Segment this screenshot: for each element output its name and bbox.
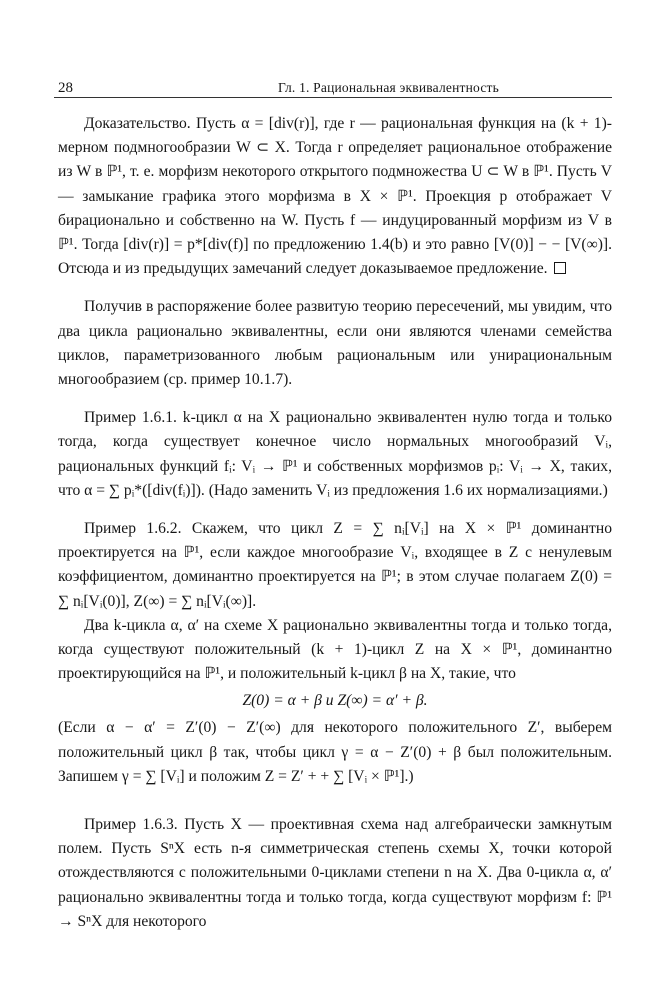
proof-paragraph: Доказательство. Пусть α = [div(r)], где r — рациональная функция на (k + 1)-мерном подмногообразии W ⊂ X. Тогда r определяет рациональное отображение из W в ℙ¹, т. е. морфизм некоторого открытого подмножества U ⊂ W в ℙ¹. Пусть V — замыкание графика этого морфизма в X × ℙ¹. Проекция p отображает V бирационально и собственно на W. Пусть f — индуцированный морфизм из V в ℙ¹. Тогда [div(r)] = p*[div(f)] по предложению 1.4(b) и это равно [V(0)] − − [V(∞)]. Отсюда и из предыдущих замечаний следует доказываемое предложение. (58, 115, 612, 278)
two-cycles-paragraph: Два k-цикла α, α′ на схеме X рационально эквивалентны тогда и только тогда, когда существуют положительный (k + 1)-цикл Z на X × ℙ¹, доминантно проектирующийся на ℙ¹, и положительный k-цикл β на X, такие, что (58, 616, 612, 683)
example-1-6-1: Пример 1.6.1. k-цикл α на X рационально эквивалентен нулю тогда и только тогда, когда существует конечное число нормальных многообразий Vᵢ, рациональных функций fᵢ: Vᵢ → ℙ¹ и собственных морфизмов pᵢ: Vᵢ → X, таких, что α = ∑ pᵢ*([div(fᵢ)]). (Надо заменить Vᵢ из предложения 1.6 их нормализациями.) (58, 409, 612, 499)
page-body (58, 112, 612, 934)
page-number: 28 (58, 80, 73, 96)
display-formula: Z(0) = α + β и Z(∞) = α′ + β. (242, 692, 428, 710)
qed-box-icon (554, 262, 566, 274)
intersection-theory-paragraph: Получив в распоряжение более развитую теорию пересечений, мы увидим, что два цикла рационально эквивалентны, если они являются членами семейства циклов, параметризованного любым рациональным или унирациональным многообразием (ср. пример 10.1.7). (58, 298, 612, 389)
example-1-6-2: Пример 1.6.2. Скажем, что цикл Z = ∑ nᵢ[Vᵢ] на X × ℙ¹ доминантно проектируется на ℙ¹, если каждое многообразие Vᵢ, входящее в Z с ненулевым коэффициентом, доминантно проектируется на ℙ¹; в этом случае полагаем Z(0) = ∑ nᵢ[Vᵢ(0)], Z(∞) = ∑ nᵢ[Vᵢ(∞)]. (58, 520, 612, 610)
running-title: Гл. 1. Рациональная эквивалентность (278, 80, 499, 95)
example-1-6-3: Пример 1.6.3. Пусть X — проективная схема над алгебраически замкнутым полем. Пусть SⁿX есть n-я симметрическая степень схемы X, точки которой отождествляются с положительными 0-циклами степени n на X. Два 0-цикла α, α′ рационально эквивалентны тогда и только тогда, когда существуют морфизм f: ℙ¹ → SⁿX для некоторого (58, 816, 612, 930)
running-header (54, 72, 612, 98)
remark-paragraph: (Если α − α′ = Z′(0) − Z′(∞) для некоторого положительного Z′, выберем положительный цикл β так, чтобы цикл γ = α − Z′(0) + β был положительным. Запишем γ = ∑ [Vᵢ] и положим Z = Z′ + + ∑ [Vᵢ × ℙ¹].) (58, 719, 612, 785)
